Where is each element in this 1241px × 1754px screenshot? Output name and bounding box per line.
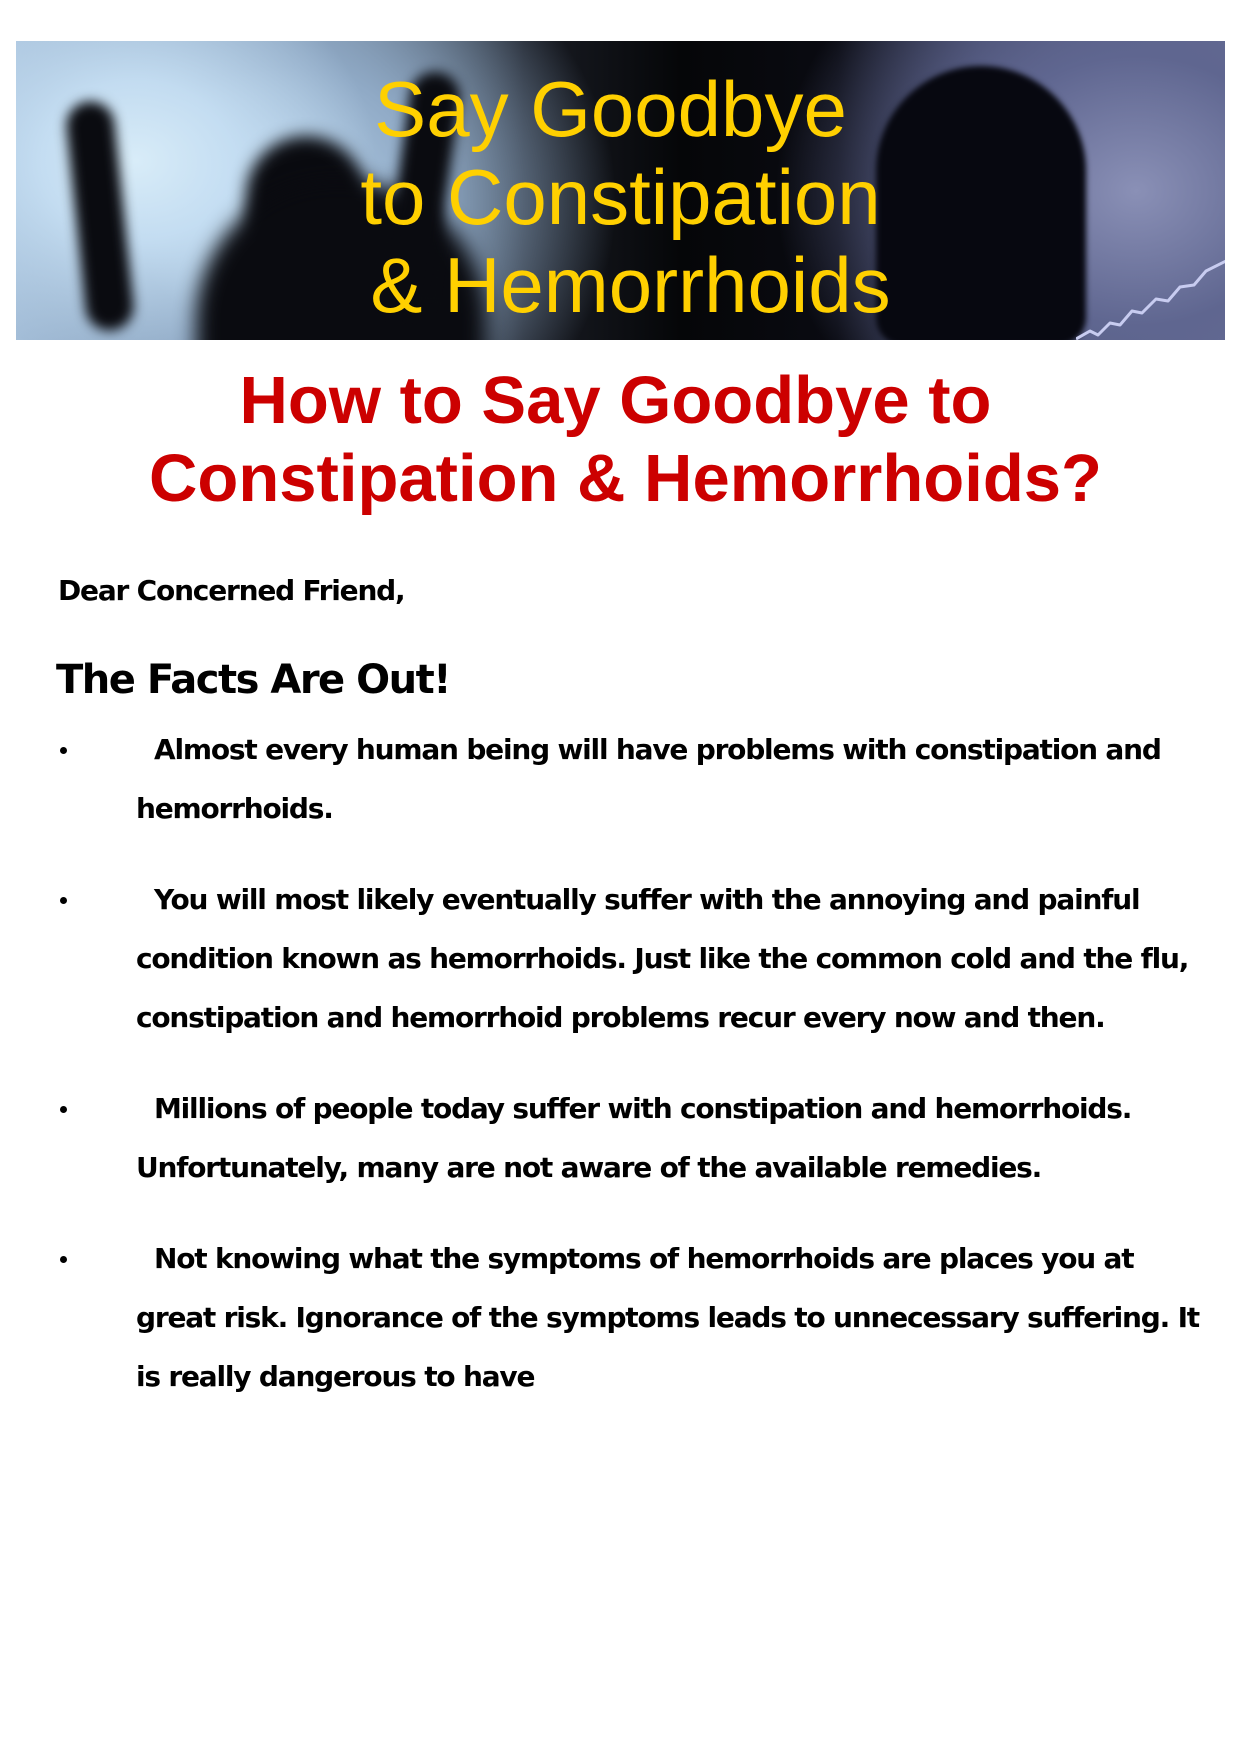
fact-item bbox=[0, 720, 1241, 838]
banner-title-line-1: Say Goodbye bbox=[374, 65, 847, 153]
fact-text: Almost every human being will have problems with constipation and hemorrhoids. bbox=[136, 733, 1161, 825]
headline-line-2: Constipation & Hemorrhoids? bbox=[149, 441, 1102, 516]
headline-line-1: How to Say Goodbye to bbox=[239, 363, 992, 438]
fact-item bbox=[0, 1079, 1241, 1197]
bullet-icon bbox=[60, 897, 67, 904]
page-headline bbox=[40, 362, 1211, 518]
fact-item bbox=[0, 1229, 1241, 1406]
salutation: Dear Concerned Friend, bbox=[58, 574, 405, 607]
banner-title-line-3: & Hemorrhoids bbox=[370, 241, 891, 329]
bullet-icon bbox=[60, 1106, 67, 1113]
banner-title bbox=[16, 65, 1225, 329]
bullet-icon bbox=[60, 747, 67, 754]
section-heading-facts: The Facts Are Out! bbox=[56, 657, 450, 703]
facts-list bbox=[0, 720, 1241, 1438]
bullet-icon bbox=[60, 1256, 67, 1263]
banner-title-line-2: to Constipation bbox=[360, 153, 881, 241]
fact-item bbox=[0, 870, 1241, 1047]
hero-banner-image bbox=[16, 41, 1225, 340]
fact-text: You will most likely eventually suffer with the annoying and painful condition known as hemorrhoids. Just like the common cold and the flu, constipation and hemorrhoid problems recur every now and then. bbox=[136, 883, 1189, 1034]
fact-text: Not knowing what the symptoms of hemorrhoids are places you at great risk. Ignorance of the symptoms leads to unnecessary suffering. It is really dangerous to have bbox=[136, 1242, 1199, 1393]
fact-text: Millions of people today suffer with constipation and hemorrhoids. Unfortunately, many are not aware of the available remedies. bbox=[136, 1092, 1132, 1184]
